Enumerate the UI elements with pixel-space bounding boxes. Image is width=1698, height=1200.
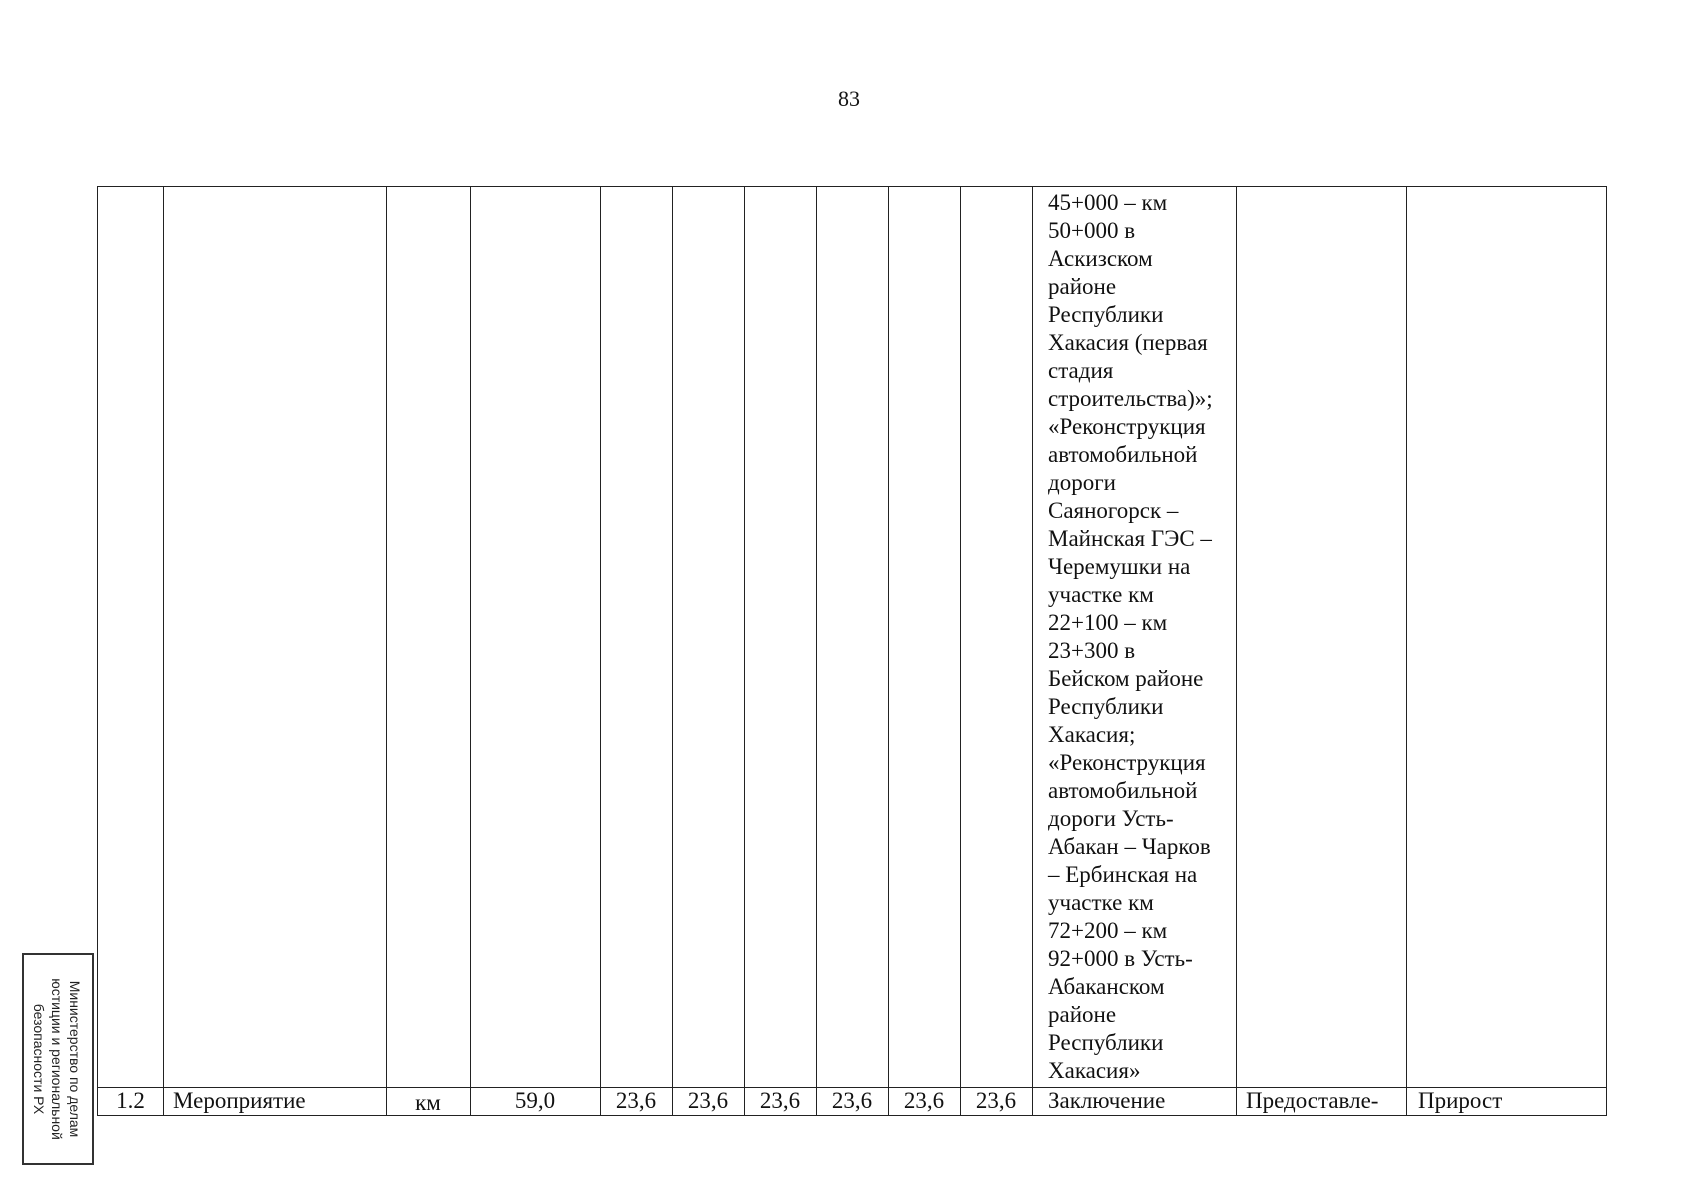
column-divider bbox=[744, 187, 745, 1115]
activity-name-cell: Мероприятие bbox=[173, 1088, 306, 1113]
text-line: 45+000 – км bbox=[1048, 190, 1168, 215]
column-divider bbox=[816, 187, 817, 1115]
column-divider bbox=[1236, 187, 1237, 1115]
result-cell: Прирост bbox=[1418, 1088, 1503, 1113]
column-divider bbox=[1406, 187, 1407, 1115]
column-divider bbox=[163, 187, 164, 1115]
text-line: участке км bbox=[1048, 582, 1154, 607]
text-line: районе bbox=[1048, 274, 1117, 299]
text-line: Аскизском bbox=[1048, 246, 1153, 271]
text-line: автомобильной bbox=[1048, 778, 1198, 803]
text-line: Майнская ГЭС – bbox=[1048, 526, 1212, 551]
text-line: районе bbox=[1048, 1002, 1117, 1027]
text-line: строительства)»; bbox=[1048, 386, 1213, 411]
year-value-cell: 23,6 bbox=[831, 1088, 873, 1113]
text-line: Хакасия» bbox=[1048, 1058, 1141, 1083]
text-line: Абакан – Чарков bbox=[1048, 834, 1211, 859]
text-line: 72+200 – км bbox=[1048, 918, 1168, 943]
text-line: автомобильной bbox=[1048, 442, 1198, 467]
column-divider bbox=[888, 187, 889, 1115]
text-line: Саяногорск – bbox=[1048, 498, 1179, 523]
text-line: 22+100 – км bbox=[1048, 610, 1168, 635]
year-value-cell: 23,6 bbox=[759, 1088, 801, 1113]
text-line: «Реконструкция bbox=[1048, 414, 1206, 439]
text-line: дороги bbox=[1048, 470, 1116, 495]
text-line: Хакасия (первая bbox=[1048, 330, 1208, 355]
text-line: «Реконструкция bbox=[1048, 750, 1206, 775]
column-divider bbox=[960, 187, 961, 1115]
text-line: 92+000 в Усть- bbox=[1048, 946, 1193, 971]
year-value-cell: 23,6 bbox=[615, 1088, 657, 1113]
column-divider bbox=[470, 187, 471, 1115]
text-line: стадия bbox=[1048, 358, 1114, 383]
stamp-line: юстиции и региональной bbox=[49, 978, 65, 1140]
column-divider bbox=[672, 187, 673, 1115]
page-number: 83 bbox=[838, 86, 860, 111]
stamp-line: безопасности РХ bbox=[31, 1003, 47, 1115]
data-table bbox=[97, 186, 1607, 1116]
text-line: Черемушки на bbox=[1048, 554, 1191, 579]
column-divider bbox=[1032, 187, 1033, 1115]
text-line: 23+300 в bbox=[1048, 638, 1136, 663]
text-line: Абаканском bbox=[1048, 974, 1165, 999]
text-line: Хакасия; bbox=[1048, 722, 1136, 747]
row-number-cell: 1.2 bbox=[116, 1088, 145, 1113]
text-line: Республики bbox=[1048, 1030, 1164, 1055]
stamp-line: Министерство по делам bbox=[67, 980, 83, 1138]
goal-cell: Заключение bbox=[1048, 1088, 1166, 1113]
unit-cell: км bbox=[415, 1090, 441, 1115]
year-value-cell: 23,6 bbox=[903, 1088, 945, 1113]
total-value-cell: 59,0 bbox=[514, 1088, 556, 1113]
text-line: 50+000 в bbox=[1048, 218, 1136, 243]
mechanism-cell: Предоставле- bbox=[1246, 1088, 1379, 1113]
goal-continuation-cell bbox=[1048, 189, 1226, 1085]
year-value-cell: 23,6 bbox=[975, 1088, 1017, 1113]
registration-stamp bbox=[22, 953, 94, 1165]
column-divider bbox=[386, 187, 387, 1115]
text-line: Республики bbox=[1048, 694, 1164, 719]
text-line: дороги Усть- bbox=[1048, 806, 1174, 831]
text-line: Республики bbox=[1048, 302, 1164, 327]
text-line: участке км bbox=[1048, 890, 1154, 915]
column-divider bbox=[600, 187, 601, 1115]
year-value-cell: 23,6 bbox=[687, 1088, 729, 1113]
text-line: Бейском районе bbox=[1048, 666, 1204, 691]
text-line: – Ербинская на bbox=[1048, 862, 1198, 887]
